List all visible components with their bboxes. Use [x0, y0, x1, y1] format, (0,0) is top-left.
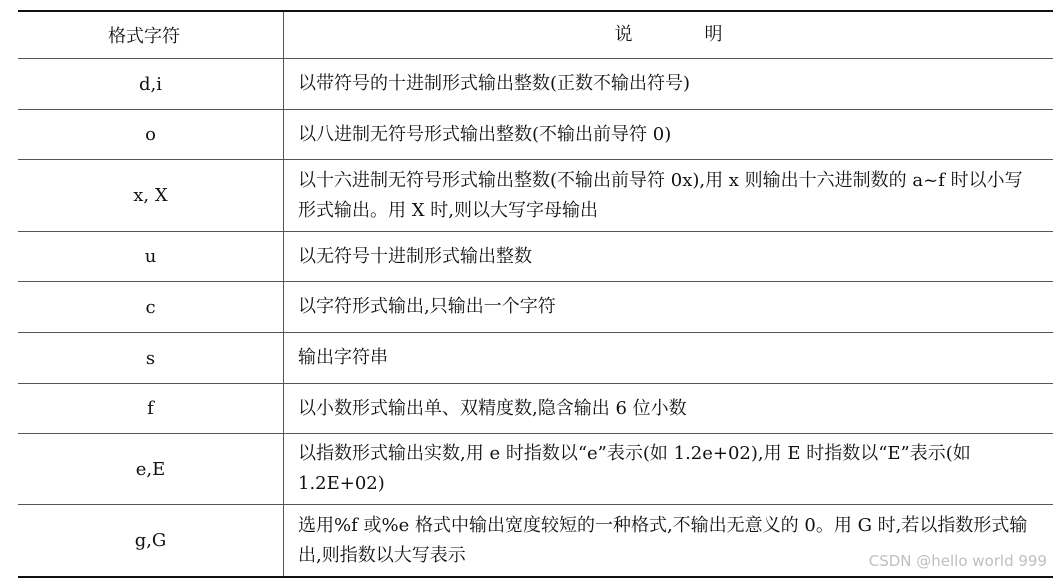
- table-row: [18, 332, 1053, 383]
- format-cell: o: [18, 110, 284, 159]
- format-cell: u: [18, 232, 284, 281]
- description-cell: 选用%f 或%e 格式中输出宽度较短的一种格式,不输出无意义的 0。用 G 时,若以指数形式输出,则指数以大写表示: [298, 514, 1028, 566]
- description-cell: 以十六进制无符号形式输出整数(不输出前导符 0x),用 x 则输出十六进制数的 a~f 时以小写形式输出。用 X 时,则以大写字母输出: [298, 169, 1023, 221]
- description-cell: 以指数形式输出实数,用 e 时指数以“e”表示(如 1.2e+02),用 E 时指数以“E”表示(如 1.2E+02): [298, 443, 971, 494]
- table-row: [18, 159, 1053, 231]
- description-cell: 以无符号十进制形式输出整数: [298, 245, 532, 267]
- table-row: [18, 109, 1053, 159]
- format-cell: e,E: [18, 434, 284, 504]
- description-cell: 以八进制无符号形式输出整数(不输出前导符 0): [298, 123, 672, 145]
- format-cell: g,G: [18, 505, 284, 576]
- table-row: [18, 58, 1053, 109]
- table-row: [18, 231, 1053, 281]
- table-row: [18, 281, 1053, 332]
- header-format-char: 格式字符: [18, 12, 284, 58]
- format-table: [18, 10, 1053, 578]
- format-cell: d,i: [18, 59, 284, 109]
- watermark: CSDN @hello world 999: [868, 552, 1047, 570]
- description-cell: 输出字符串: [298, 347, 388, 368]
- header-description: 说 明: [614, 24, 723, 45]
- format-cell: s: [18, 333, 284, 383]
- format-cell: x, X: [18, 160, 284, 231]
- description-cell: 以带符号的十进制形式输出整数(正数不输出符号): [298, 73, 691, 94]
- format-cell: f: [18, 384, 284, 433]
- format-cell: c: [18, 282, 284, 332]
- description-cell: 以小数形式输出单、双精度数,隐含输出 6 位小数: [298, 397, 687, 419]
- table-row: [18, 383, 1053, 433]
- table-header: [18, 12, 1053, 58]
- description-cell: 以字符形式输出,只输出一个字符: [298, 296, 556, 317]
- table-row: [18, 433, 1053, 504]
